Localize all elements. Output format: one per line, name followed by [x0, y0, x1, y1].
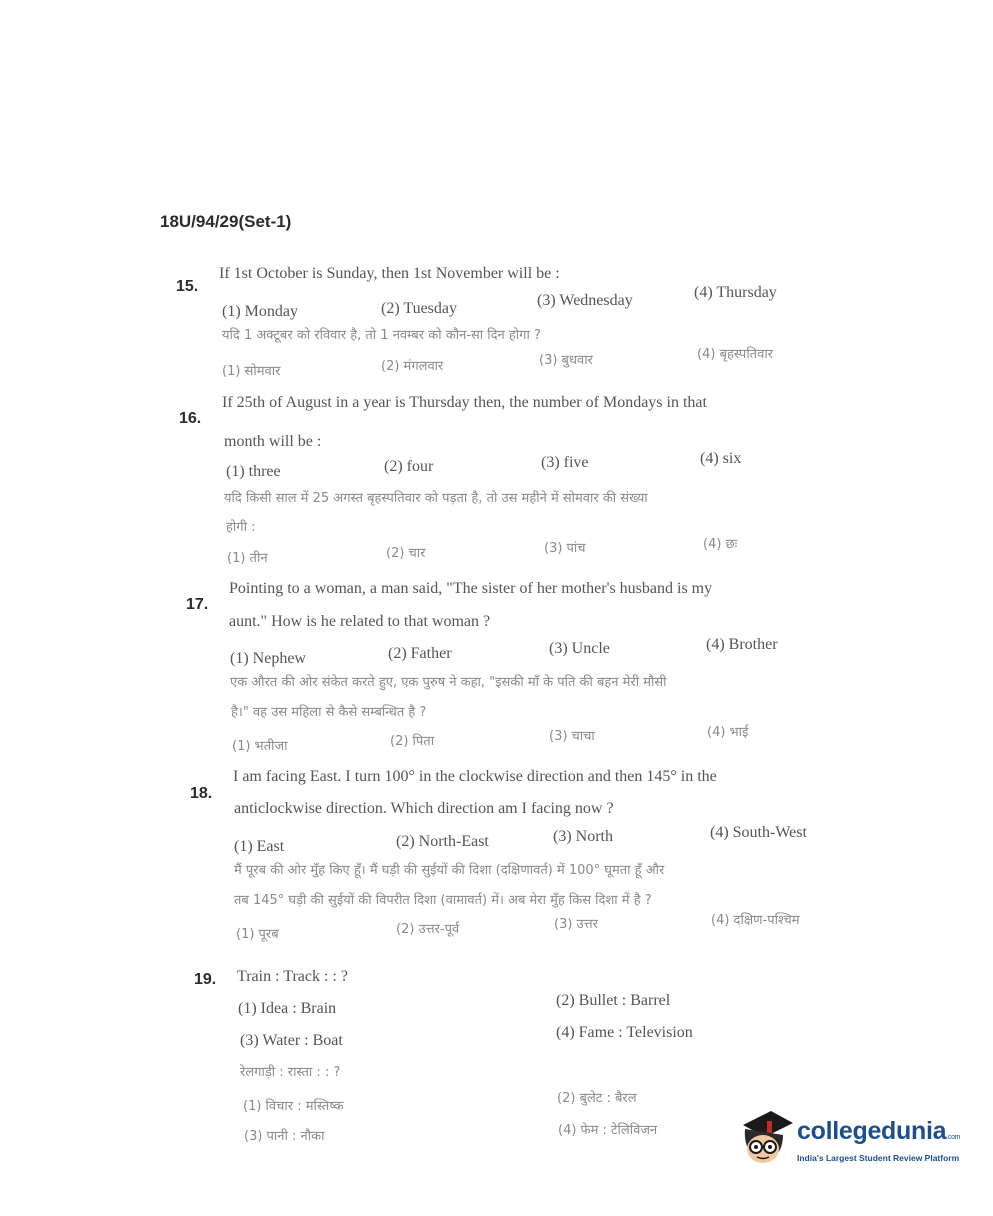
paper-code: 18U/94/29(Set-1): [160, 212, 292, 231]
hindi-option-1: (1) भतीजा: [232, 739, 288, 754]
hindi-stem-line-1: यदि किसी साल में 25 अगस्त बृहस्पतिवार को पड़ता है, तो उस महीने में सोमवार की संख्या: [224, 491, 648, 506]
hindi-option-4: (4) फेम : टेलिविजन: [558, 1123, 658, 1138]
question-stem-line-2: month will be :: [224, 433, 322, 450]
option-4: (4) six: [700, 450, 742, 467]
option-2: (2) Father: [388, 645, 452, 662]
hindi-option-1: (1) तीन: [227, 551, 268, 566]
student-mascot-icon: [735, 1105, 795, 1175]
hindi-stem-line-2: होगी :: [226, 520, 256, 535]
option-1: (1) Nephew: [230, 650, 306, 667]
collegedunia-watermark: [735, 1105, 965, 1175]
question-number: 18.: [190, 785, 213, 802]
question-stem: Train : Track : : ?: [237, 968, 348, 985]
hindi-option-4: (4) दक्षिण-पश्चिम: [711, 913, 800, 928]
option-1: (1) Idea : Brain: [238, 1000, 337, 1017]
question-number: 15.: [176, 278, 199, 295]
hindi-option-4: (4) भाई: [707, 725, 749, 740]
option-4: (4) Fame : Television: [556, 1024, 693, 1041]
option-3: (3) five: [541, 454, 589, 471]
option-1: (1) East: [234, 838, 285, 855]
question-stem: If 1st October is Sunday, then 1st November will be :: [219, 265, 560, 282]
option-2: (2) four: [384, 458, 434, 475]
option-3: (3) Water : Boat: [240, 1032, 343, 1049]
hindi-option-3: (3) चाचा: [549, 729, 595, 744]
brand-name: collegedunia.com: [797, 1117, 961, 1145]
hindi-option-3: (3) बुधवार: [539, 353, 593, 368]
question-stem-line-2: aunt." How is he related to that woman ?: [229, 613, 491, 630]
question-stem-line-1: I am facing East. I turn 100° in the clockwise direction and then 145° in the: [233, 768, 717, 785]
brand-tagline: India's Largest Student Review Platform: [797, 1153, 960, 1163]
hindi-option-3: (3) उत्तर: [554, 917, 598, 932]
hindi-option-3: (3) पानी : नौका: [244, 1129, 325, 1144]
question-stem-line-1: If 25th of August in a year is Thursday then, the number of Mondays in that: [222, 394, 707, 411]
option-2: (2) North-East: [396, 833, 489, 850]
option-2: (2) Bullet : Barrel: [556, 992, 671, 1009]
option-4: (4) Brother: [706, 636, 778, 653]
hindi-option-1: (1) पूरब: [236, 927, 279, 942]
hindi-option-3: (3) पांच: [544, 541, 586, 556]
hindi-stem-line-2: है।" वह उस महिला से कैसे सम्बन्धित है ?: [231, 705, 427, 720]
option-3: (3) Uncle: [549, 640, 610, 657]
option-4: (4) South-West: [710, 824, 807, 841]
option-1: (1) Monday: [222, 303, 298, 320]
hindi-option-2: (2) पिता: [390, 734, 435, 749]
hindi-option-1: (1) विचार : मस्तिष्क: [243, 1099, 344, 1114]
hindi-option-4: (4) बृहस्पतिवार: [697, 347, 774, 362]
hindi-option-2: (2) मंगलवार: [381, 359, 444, 374]
option-1: (1) three: [226, 463, 281, 480]
question-stem-line-1: Pointing to a woman, a man said, "The sister of her mother's husband is my: [229, 580, 713, 597]
question-number: 19.: [194, 971, 217, 988]
hindi-stem-line-2: तब 145° घड़ी की सुईयों की विपरीत दिशा (वामावर्त) में। अब मेरा मुँह किस दिशा में है ?: [234, 893, 652, 908]
option-2: (2) Tuesday: [381, 300, 458, 317]
question-number: 16.: [179, 410, 202, 427]
hindi-stem: यदि 1 अक्टूबर को रविवार है, तो 1 नवम्बर को कौन-सा दिन होगा ?: [222, 328, 541, 343]
hindi-stem: रेलगाड़ी : रास्ता : : ?: [240, 1065, 341, 1080]
option-3: (3) Wednesday: [537, 292, 633, 309]
hindi-option-4: (4) छः: [703, 537, 738, 552]
option-4: (4) Thursday: [694, 284, 777, 301]
hindi-option-2: (2) चार: [386, 546, 426, 561]
hindi-option-1: (1) सोमवार: [222, 364, 281, 379]
question-number: 17.: [186, 596, 209, 613]
hindi-stem-line-1: मैं पूरब की ओर मुँह किए हूँ। मैं घड़ी की सुईयों की दिशा (दक्षिणावर्त) में 100° घूमता हूँ और: [234, 863, 665, 878]
hindi-option-2: (2) उत्तर-पूर्व: [396, 922, 460, 937]
hindi-stem-line-1: एक औरत की ओर संकेत करते हुए, एक पुरुष ने कहा, "इसकी माँ के पति की बहन मेरी मौसी: [230, 675, 667, 690]
hindi-option-2: (2) बुलेट : बैरल: [557, 1091, 637, 1106]
question-stem-line-2: anticlockwise direction. Which direction am I facing now ?: [234, 800, 614, 817]
option-3: (3) North: [553, 828, 613, 845]
brand-suffix: .com: [946, 1134, 961, 1141]
